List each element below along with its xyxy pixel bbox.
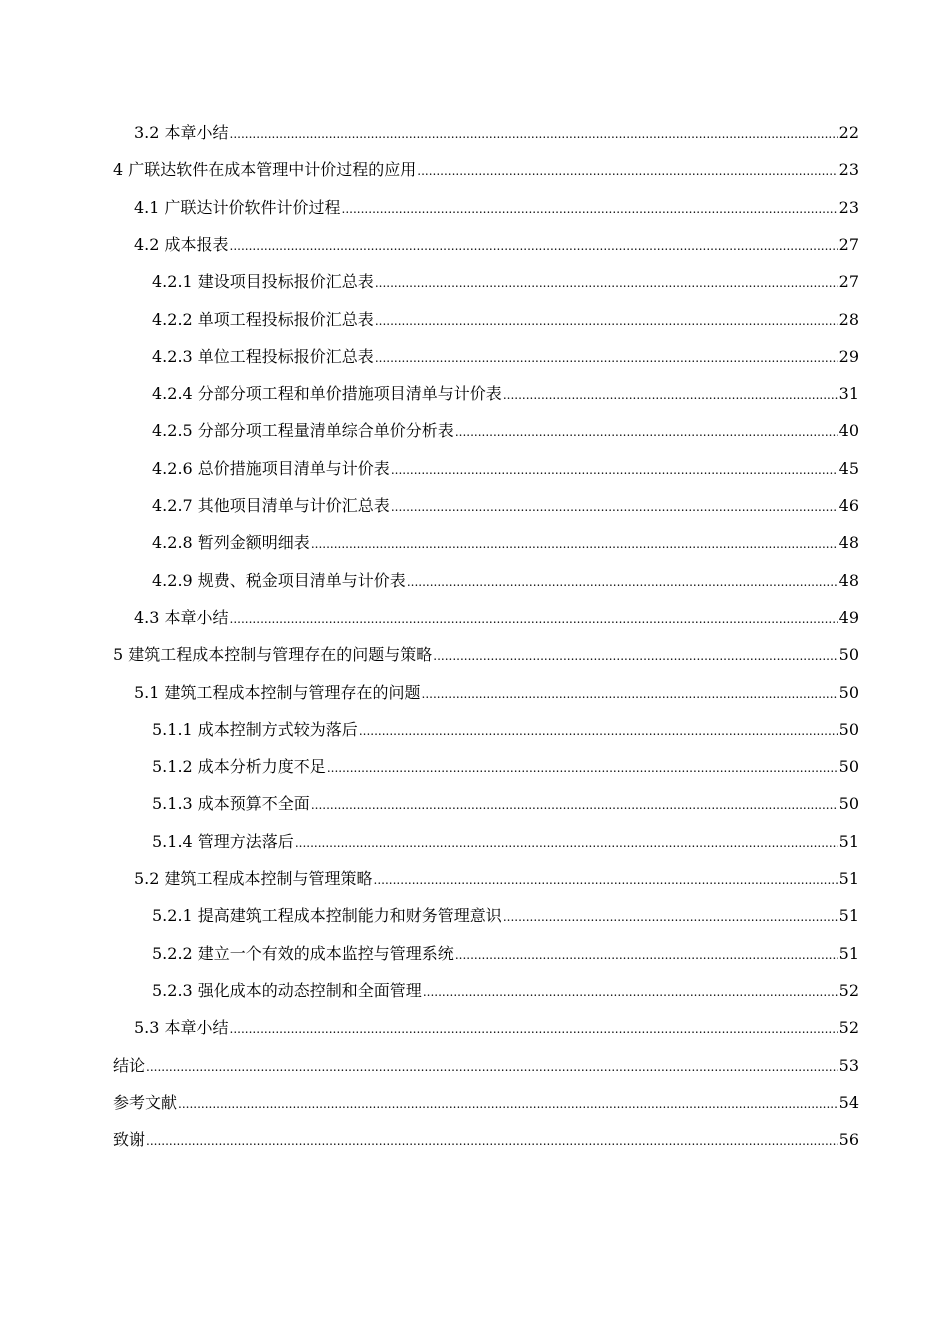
toc-entry-page-number: 27 [838, 234, 859, 254]
toc-entry[interactable] [0, 114, 950, 151]
toc-entry[interactable] [0, 450, 950, 487]
toc-entry-page-number: 50 [838, 682, 859, 702]
toc-dot-leader [359, 713, 838, 750]
toc-entry-label: 5.2.2 建立一个有效的成本监控与管理系统 [152, 943, 454, 963]
toc-dot-leader [178, 1086, 838, 1123]
toc-entry-page-number: 50 [838, 794, 859, 814]
toc-entry-page-number: 51 [838, 943, 859, 963]
toc-entry-page-number: 51 [838, 831, 859, 851]
toc-entry[interactable] [0, 636, 950, 673]
toc-dot-leader [327, 750, 838, 787]
toc-entry-page-number: 45 [838, 458, 859, 478]
toc-entry[interactable] [0, 1084, 950, 1121]
toc-entry[interactable] [0, 823, 950, 860]
toc-entry[interactable] [0, 1047, 950, 1084]
toc-entry-label: 结论 [113, 1055, 146, 1075]
toc-entry-label: 4.2.9 规费、税金项目清单与计价表 [152, 570, 406, 590]
toc-entry-label: 4.2.5 分部分项工程量清单综合单价分析表 [152, 421, 454, 441]
toc-entry-label: 参考文献 [113, 1092, 178, 1112]
toc-entry[interactable] [0, 412, 950, 449]
toc-entry[interactable] [0, 338, 950, 375]
toc-entry-page-number: 50 [838, 719, 859, 739]
toc-entry-page-number: 52 [838, 1018, 859, 1038]
toc-dot-leader [230, 1011, 838, 1048]
toc-dot-leader [374, 862, 838, 899]
toc-dot-leader [422, 676, 838, 713]
toc-entry-label: 5.1.2 成本分析力度不足 [152, 757, 326, 777]
toc-dot-leader [455, 937, 838, 974]
toc-entry-page-number: 53 [838, 1055, 859, 1075]
toc-entry[interactable] [0, 785, 950, 822]
toc-entry-page-number: 48 [838, 570, 859, 590]
toc-entry-page-number: 50 [838, 757, 859, 777]
toc-dot-leader [391, 489, 838, 526]
toc-dot-leader [230, 116, 838, 153]
toc-entry-label: 4.2.1 建设项目投标报价汇总表 [152, 272, 374, 292]
toc-entry-page-number: 40 [838, 421, 859, 441]
toc-entry-label: 4.2.3 单位工程投标报价汇总表 [152, 346, 374, 366]
toc-entry-label: 致谢 [113, 1130, 146, 1150]
toc-entry-label: 4.2.7 其他项目清单与计价汇总表 [152, 496, 390, 515]
toc-entry-label: 4.2.2 单项工程投标报价汇总表 [152, 309, 374, 329]
toc-entry-page-number: 29 [838, 346, 859, 366]
toc-dot-leader [230, 601, 838, 638]
toc-entry-label: 4.3 本章小结 [134, 607, 229, 627]
toc-entry-label: 5 建筑工程成本控制与管理存在的问题与策略 [113, 645, 433, 665]
toc-entry-page-number: 51 [838, 869, 859, 888]
toc-entry-label: 5.1.4 管理方法落后 [152, 831, 294, 851]
toc-dot-leader [342, 191, 838, 228]
toc-entry-page-number: 56 [838, 1130, 859, 1150]
toc-dot-leader [311, 526, 838, 563]
toc-entry-label: 5.1 建筑工程成本控制与管理存在的问题 [134, 682, 421, 702]
toc-entry[interactable] [0, 151, 950, 188]
toc-dot-leader [230, 228, 838, 265]
toc-entry-page-number: 46 [838, 496, 859, 515]
toc-entry-label: 4.2.6 总价措施项目清单与计价表 [152, 458, 390, 478]
toc-entry[interactable] [0, 524, 950, 561]
toc-entry-label: 5.3 本章小结 [134, 1018, 229, 1038]
toc-dot-leader [391, 452, 838, 489]
toc-dot-leader [417, 153, 837, 190]
toc-dot-leader [433, 638, 837, 675]
toc-entry[interactable] [0, 897, 950, 934]
toc-dot-leader [455, 414, 838, 451]
toc-entry[interactable] [0, 487, 950, 524]
toc-entry-page-number: 23 [838, 197, 859, 217]
toc-entry-label: 4.2.8 暂列金额明细表 [152, 533, 310, 553]
toc-entry[interactable] [0, 1009, 950, 1046]
toc-entry-label: 4.2.4 分部分项工程和单价措施项目清单与计价表 [152, 384, 502, 404]
toc-dot-leader [503, 899, 838, 936]
toc-dot-leader [146, 1049, 838, 1086]
toc-entry-page-number: 51 [838, 906, 859, 926]
toc-dot-leader [295, 825, 838, 862]
toc-entry[interactable] [0, 972, 950, 1009]
toc-entry[interactable] [0, 375, 950, 412]
toc-entry-page-number: 28 [838, 309, 859, 329]
toc-entry-page-number: 50 [838, 645, 859, 665]
toc-entry-page-number: 23 [838, 160, 859, 180]
toc-entry[interactable] [0, 748, 950, 785]
toc-entry[interactable] [0, 263, 950, 300]
toc-entry-label: 5.1.3 成本预算不全面 [152, 794, 310, 814]
toc-dot-leader [375, 265, 838, 302]
toc-entry-page-number: 49 [838, 607, 859, 627]
toc-entry-label: 4.1 广联达计价软件计价过程 [134, 197, 341, 217]
toc-dot-leader [503, 377, 838, 414]
toc-entry-label: 5.2.1 提高建筑工程成本控制能力和财务管理意识 [152, 906, 502, 926]
toc-dot-leader [423, 974, 838, 1011]
toc-entry-page-number: 52 [838, 980, 859, 1000]
toc-entry[interactable] [0, 674, 950, 711]
toc-dot-leader [407, 564, 838, 601]
toc-entry[interactable] [0, 562, 950, 599]
toc-entry[interactable] [0, 711, 950, 748]
toc-dot-leader [146, 1123, 838, 1160]
toc-entry[interactable] [0, 599, 950, 636]
toc-entry-label: 3.2 本章小结 [134, 123, 229, 142]
toc-dot-leader [375, 340, 838, 377]
toc-entry-page-number: 31 [838, 384, 859, 404]
toc-dot-leader [375, 303, 838, 340]
toc-entry-label: 4.2 成本报表 [134, 234, 229, 254]
toc-entry[interactable] [0, 226, 950, 263]
toc-entry[interactable] [0, 935, 950, 972]
toc-entry[interactable] [0, 860, 950, 897]
toc-entry[interactable] [0, 301, 950, 338]
toc-entry-page-number: 54 [838, 1092, 859, 1112]
toc-entry-label: 5.1.1 成本控制方式较为落后 [152, 719, 358, 739]
toc-entry-label: 4 广联达软件在成本管理中计价过程的应用 [113, 160, 417, 180]
toc-entry[interactable] [0, 1121, 950, 1158]
toc-entry-page-number: 22 [838, 123, 859, 142]
toc-entry[interactable] [0, 189, 950, 226]
toc-entry-label: 5.2.3 强化成本的动态控制和全面管理 [152, 980, 422, 1000]
toc-entry-label: 5.2 建筑工程成本控制与管理策略 [134, 869, 373, 888]
toc-dot-leader [311, 787, 838, 824]
toc-entry-page-number: 27 [838, 272, 859, 292]
toc-entry-page-number: 48 [838, 533, 859, 553]
